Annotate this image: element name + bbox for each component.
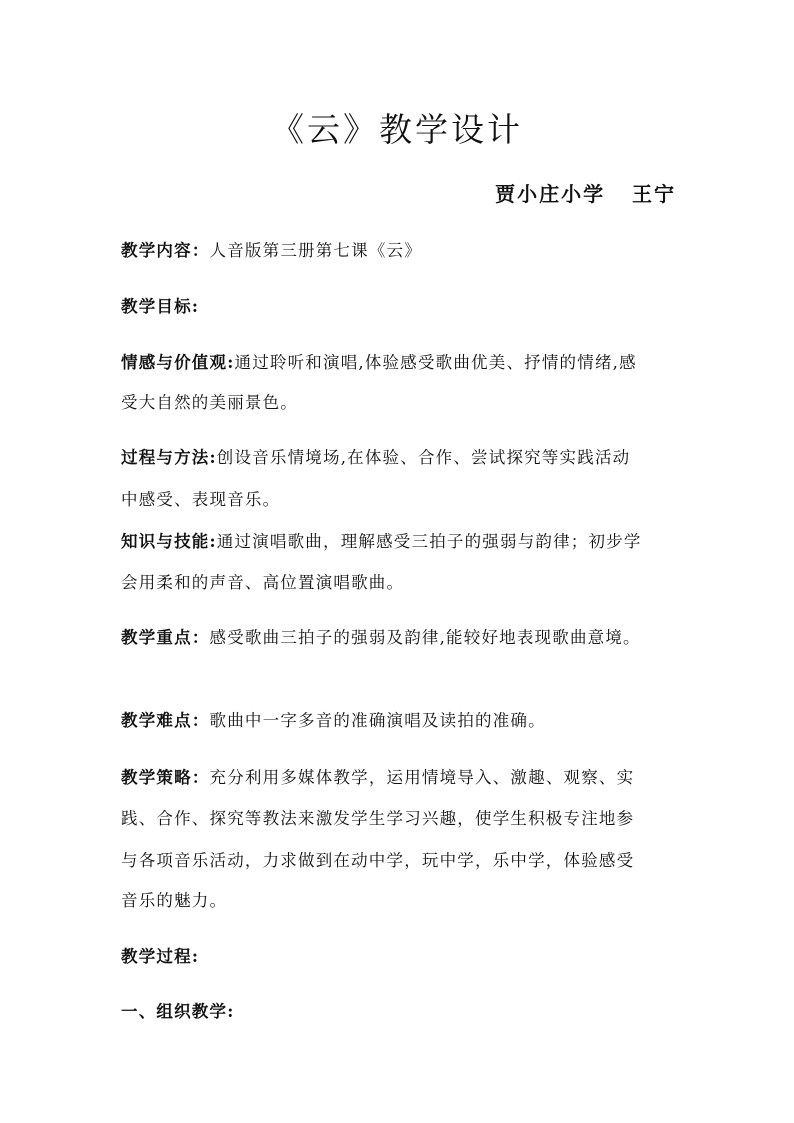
line-sep: ： [191, 241, 210, 260]
line-sep: : [191, 947, 200, 966]
knowledge-skill-line-cont [121, 569, 681, 593]
strategy-line-cont-1 [121, 805, 681, 829]
line-label: 教学难点 [121, 711, 192, 730]
emotion-values-line [121, 349, 681, 373]
organize-teaching-heading [121, 998, 681, 1022]
line-text: 歌曲中一字多音的准确演唱及读拍的准确。 [209, 711, 546, 730]
line-text: 受大自然的美丽景色。 [121, 393, 298, 412]
line-sep: : [209, 532, 217, 551]
teaching-content-line [121, 237, 681, 261]
line-sep: ： [191, 711, 210, 730]
strategy-line [121, 764, 681, 788]
line-label: 教学目标 [121, 297, 192, 316]
knowledge-skill-line [121, 528, 681, 552]
line-text: 与各项音乐活动，力求做到在动中学，玩中学，乐中学，体验感受 [121, 851, 635, 870]
line-sep: ： [191, 628, 210, 647]
line-sep: : [227, 1002, 235, 1021]
strategy-line-cont-3 [121, 887, 681, 911]
line-text: 中感受、表现音乐。 [121, 490, 281, 509]
line-label: 过程与方法 [121, 448, 210, 467]
teaching-goals-heading [121, 293, 681, 317]
author-line: 贾小庄小学 王宁 [495, 182, 676, 206]
process-method-line [121, 444, 681, 468]
teaching-process-heading [121, 943, 681, 967]
line-text: 创设音乐情境场,在体验、合作、尝试探究等实践活动 [216, 448, 631, 467]
line-label: 教学重点 [121, 628, 192, 647]
line-text: 感受歌曲三拍子的强弱及韵律,能较好地表现歌曲意境。 [209, 628, 641, 647]
line-text: 人音版第三册第七课《云》 [209, 241, 422, 260]
line-text: 践、合作、探究等教法来激发学生学习兴趣，使学生积极专注地参 [121, 809, 635, 828]
line-sep: ： [191, 768, 210, 787]
document-title: 《云》教学设计 [271, 110, 523, 149]
key-points-line [121, 624, 681, 648]
line-sep: : [227, 353, 235, 372]
process-method-line-cont [121, 486, 681, 510]
line-label: 教学内容 [121, 241, 192, 260]
difficulties-line [121, 707, 681, 731]
line-label: 教学策略 [121, 768, 192, 787]
line-text: 通过演唱歌曲，理解感受三拍子的强弱与韵律；初步学 [216, 532, 642, 551]
line-text: 通过聆听和演唱,体验感受歌曲优美、抒情的情绪,感 [234, 353, 637, 372]
line-label: 知识与技能 [121, 532, 210, 551]
emotion-values-line-cont [121, 389, 681, 413]
line-label: 一、组织教学 [121, 1002, 228, 1021]
line-text: 音乐的魅力。 [121, 891, 228, 910]
line-sep: : [209, 448, 217, 467]
strategy-line-cont-2 [121, 847, 681, 871]
line-text: 充分利用多媒体教学，运用情境导入、激趣、观察、实 [209, 768, 635, 787]
line-label: 教学过程 [121, 947, 192, 966]
line-sep: : [191, 297, 200, 316]
line-text: 会用柔和的声音、高位置演唱歌曲。 [121, 573, 405, 592]
line-label: 情感与价值观 [121, 353, 228, 372]
